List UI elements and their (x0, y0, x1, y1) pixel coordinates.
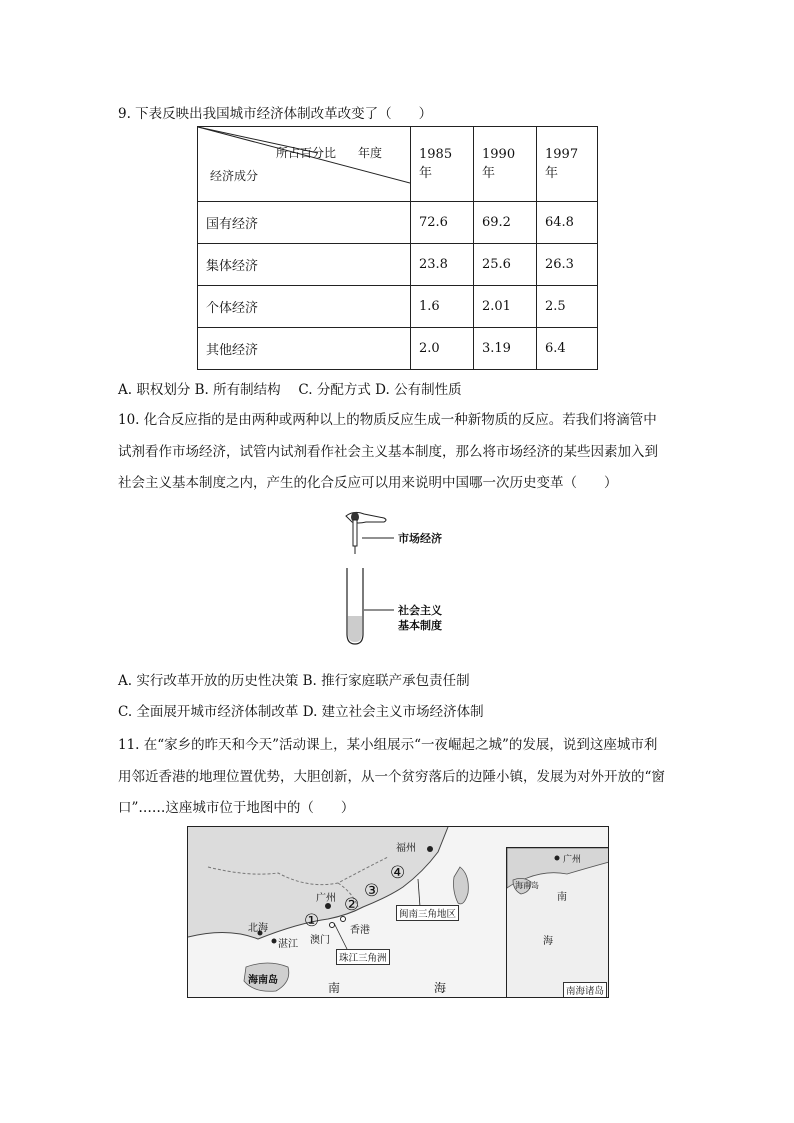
header-component-label: 经济成分 (210, 169, 259, 183)
tube-label-line-1: 社会主义 (398, 604, 442, 617)
row-name: 其他经济 (198, 328, 411, 370)
label-hai: 海 (434, 981, 447, 995)
row-name: 集体经济 (198, 244, 411, 286)
header-year-1997: 1997 年 (537, 127, 598, 202)
label-nan: 南 (328, 981, 341, 995)
city-guangzhou: 广州 (316, 893, 336, 904)
diagonal-lines (198, 127, 410, 201)
header-percent-label: 所占百分比 (276, 146, 337, 160)
question-10-line-3: 社会主义基本制度之内，产生的化合反应可以用来说明中国哪一次历史变革（ ） (118, 475, 618, 491)
row-name: 个体经济 (198, 286, 411, 328)
table-row (198, 328, 598, 370)
cell-value: 2.5 (537, 286, 598, 328)
question-10-options-line-1: A. 实行改革开放的历史性决策 B. 推行家庭联产承包责任制 (118, 673, 470, 689)
cell-value: 3.19 (474, 328, 537, 370)
tube-label-line-2: 基本制度 (398, 619, 442, 632)
city-xianggang: 香港 (350, 925, 370, 936)
row-name: 国有经济 (198, 202, 411, 244)
label-hainan: 海南岛 (248, 975, 278, 986)
table-header-row (198, 127, 598, 202)
cell-value: 23.8 (411, 244, 474, 286)
table-row (198, 202, 598, 244)
question-10-options-line-2: C. 全面展开城市经济体制改革 D. 建立社会主义市场经济体制 (118, 704, 484, 720)
city-fuzhou: 福州 (396, 843, 416, 854)
header-year-1990: 1990 年 (474, 127, 537, 202)
question-11-line-2: 用邻近香港的地理位置优势，大胆创新，从一个贫穷落后的边陲小镇，发展为对外开放的“窗 (118, 769, 665, 785)
table-row (198, 286, 598, 328)
table-row (198, 244, 598, 286)
question-10-line-2: 试剂看作市场经济，试管内试剂看作社会主义基本制度，那么将市场经济的某些因素加入到 (118, 444, 658, 460)
marker-3: ③ (364, 881, 380, 901)
label-minnan-delta: 闽南三角地区 (396, 905, 459, 921)
table-diagonal-header (198, 127, 411, 202)
question-9-options: A. 职权划分 B. 所有制结构 C. 分配方式 D. 公有制性质 (118, 382, 462, 398)
marker-2: ② (344, 895, 360, 915)
header-year-label: 年度 (358, 146, 383, 160)
cell-value: 25.6 (474, 244, 537, 286)
dropper-test-tube-diagram (340, 508, 470, 648)
cell-value: 2.0 (411, 328, 474, 370)
marker-4: ④ (390, 863, 406, 883)
inset-shapes (507, 848, 609, 998)
city-aomen: 澳门 (310, 935, 330, 946)
inset-nan: 南 (557, 892, 567, 903)
cell-value: 1.6 (411, 286, 474, 328)
south-china-map (187, 826, 609, 998)
city-zhanjiang: 湛江 (278, 939, 298, 950)
question-11-line-3: 口”……这座城市位于地图中的（ ） (118, 800, 355, 816)
question-10-line-1: 10. 化合反应指的是由两种或两种以上的物质反应生成一种新物质的反应。若我们将滴管中 (118, 412, 657, 428)
economy-share-table (197, 126, 598, 370)
header-year-1985: 1985 年 (411, 127, 474, 202)
cell-value: 6.4 (537, 328, 598, 370)
cell-value: 26.3 (537, 244, 598, 286)
inset-guangzhou: 广州 (563, 855, 582, 865)
marker-1: ① (304, 911, 320, 931)
question-11-line-1: 11. 在“家乡的昨天和今天”活动课上，某小组展示“一夜崛起之城”的发展，说到这座城市利 (118, 737, 658, 753)
cell-value: 69.2 (474, 202, 537, 244)
south-china-sea-inset (506, 847, 609, 998)
cell-value: 64.8 (537, 202, 598, 244)
inset-title: 南海诸岛 (563, 982, 607, 998)
inset-hai: 海 (543, 936, 553, 947)
cell-value: 72.6 (411, 202, 474, 244)
inset-hainan: 海南岛 (515, 881, 539, 890)
cell-value: 2.01 (474, 286, 537, 328)
dropper-label: 市场经济 (398, 532, 442, 545)
city-beihai: 北海 (248, 923, 268, 934)
label-zhujiang-delta: 珠江三角洲 (336, 949, 390, 965)
question-9-stem: 9. 下表反映出我国城市经济体制改革改变了（ ） (118, 106, 433, 122)
